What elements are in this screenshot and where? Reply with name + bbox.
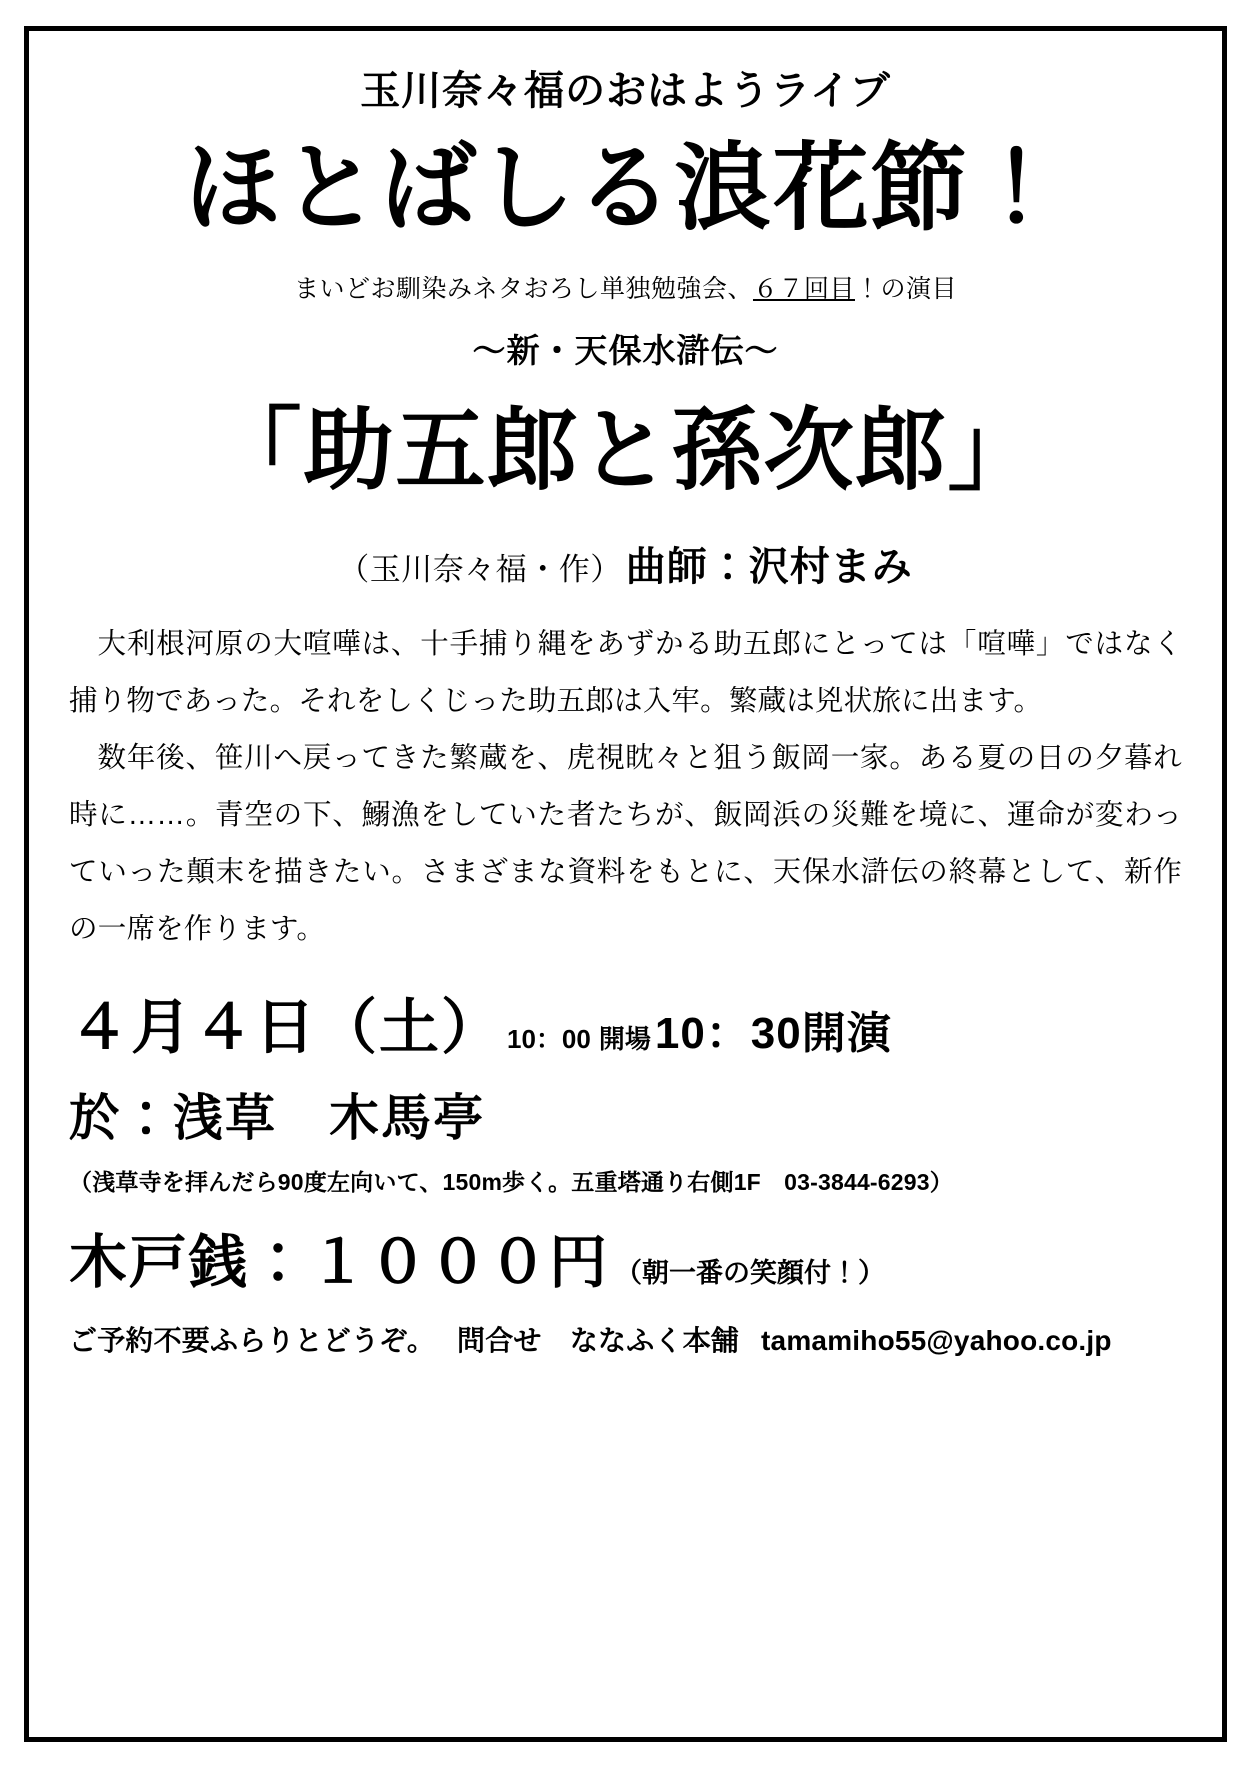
sub-note-post: ！の演目 [855,274,958,303]
venue-note: （浅草寺を拝んだら90度左向いて、150m歩く。五重塔通り右側1F 03-3844-6293） [69,1168,953,1195]
price-label: 木戸銭： [69,1229,310,1295]
credits [69,535,1182,592]
work-title: 「助五郎と孫次郎」 [211,400,1040,501]
footer-contact-label: 問合せ ななふく本舗 [457,1324,740,1356]
synopsis-paragraph: 大利根河原の大喧嘩は、十手捕り縄をあずかる助五郎にとっては「喧嘩」ではなく捕り物であった。それをしくじった助五郎は入牢。繁蔵は兇状旅に出ます。 [69,627,1182,717]
pre-title: 玉川奈々福のおはようライブ [360,69,891,113]
start-time: 10：30 [654,1008,802,1058]
event-date: ４月４日（土） [69,993,503,1061]
price-value: １０００円 [309,1229,610,1295]
footer-note: ご予約不要ふらりとどうぞ。 [69,1324,436,1356]
main-title: ほとばしる浪花節！ [184,135,1067,242]
sub-note [69,269,1182,305]
venue-name: 於：浅草 木馬亭 [69,1089,485,1146]
date-line [69,980,1182,1066]
synopsis [69,616,1182,958]
sub-note-count: ６７回目 [752,274,855,303]
credit-author: （玉川奈々福・作） [338,551,622,587]
open-time: 10：00 [507,1023,591,1054]
sub-note-pre: まいどお馴染みネタおろし単独勉強会、 [293,274,753,303]
price-note: （朝一番の笑顔付！） [615,1257,886,1288]
poster-frame [24,26,1227,1742]
price-line [69,1215,1182,1299]
schedule-block [69,970,1182,1359]
footer-line [69,1319,1182,1359]
start-label: 開演 [801,1008,892,1058]
credit-player: 曲師：沢村まみ [625,544,913,589]
series-line: 〜新・天保水滸伝〜 [472,331,779,369]
open-label: 開場 [598,1023,651,1054]
contact-email: tamamiho55@yahoo.co.jp [761,1324,1112,1356]
synopsis-paragraph: 数年後、笹川へ戻ってきた繁蔵を、虎視眈々と狙う飯岡一家。ある夏の日の夕暮れ時に……。青空の下、鰯漁をしていた者たちが、飯岡浜の災難を境に、運命が変わっていった顛末を描きたい。さまざまな資料をもとに、天保水滸伝の終幕として、新作の一席を作ります。 [69,741,1182,945]
